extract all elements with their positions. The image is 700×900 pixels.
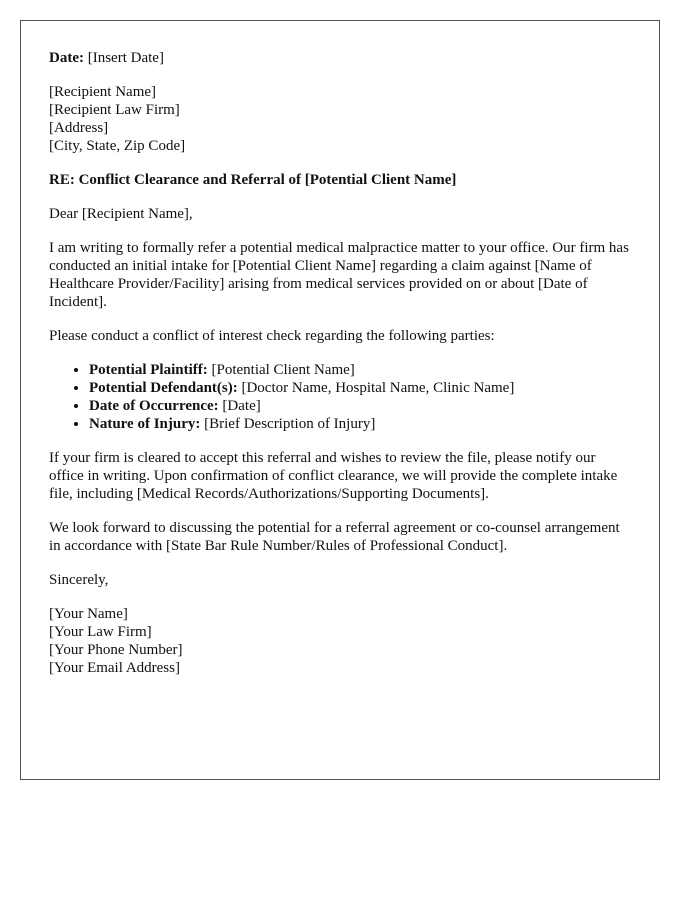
- signature-block: [49, 605, 631, 677]
- date-line: [49, 49, 631, 67]
- list-item: [89, 361, 631, 379]
- list-item: [89, 379, 631, 397]
- closing-note-paragraph: We look forward to discussing the potential for a referral agreement or co-counsel arrangement in accordance with [State Bar Rule Number/Rules of Professional Conduct].: [49, 520, 620, 554]
- recipient-city-state-zip: [City, State, Zip Code]: [49, 138, 186, 154]
- party-label: Potential Plaintiff:: [89, 362, 208, 378]
- party-label: Potential Defendant(s):: [89, 380, 238, 396]
- date-value: [Insert Date]: [83, 50, 164, 66]
- recipient-firm: [Recipient Law Firm]: [49, 102, 180, 118]
- letter-page: [20, 20, 660, 780]
- signature-email: [Your Email Address]: [49, 660, 180, 676]
- subject-line: [49, 171, 631, 189]
- conflict-request-paragraph: Please conduct a conflict of interest check regarding the following parties:: [49, 328, 495, 344]
- parties-list: [49, 361, 631, 433]
- clearance-paragraph: If your firm is cleared to accept this referral and wishes to review the file, please notify our office in writing. Upon confirmation of conflict clearance, we will provide the complete intake file, including [Medical Records/Authorizations/Supporting Documents].: [49, 450, 618, 502]
- signature-phone: [Your Phone Number]: [49, 642, 183, 658]
- closing: Sincerely,: [49, 572, 109, 588]
- party-label: Date of Occurrence:: [89, 398, 219, 414]
- recipient-block: [49, 83, 631, 155]
- subject-text: RE: Conflict Clearance and Referral of [Potential Client Name]: [49, 172, 457, 188]
- recipient-name: [Recipient Name]: [49, 84, 157, 100]
- salutation: Dear [Recipient Name],: [49, 206, 193, 222]
- intro-paragraph: I am writing to formally refer a potential medical malpractice matter to your office. Our firm has conducted an initial intake for [Potential Client Name] regarding a claim against [Name of Healthcare Provider/Facility] arising from medical services provided on or about [Date of Incident].: [49, 240, 629, 310]
- party-value: [Doctor Name, Hospital Name, Clinic Name]: [237, 380, 515, 396]
- recipient-address: [Address]: [49, 120, 109, 136]
- list-item: [89, 397, 631, 415]
- signature-firm: [Your Law Firm]: [49, 624, 152, 640]
- party-label: Nature of Injury:: [89, 416, 201, 432]
- party-value: [Date]: [218, 398, 261, 414]
- signature-name: [Your Name]: [49, 606, 128, 622]
- date-label: Date:: [49, 50, 84, 66]
- list-item: [89, 415, 631, 433]
- party-value: [Brief Description of Injury]: [200, 416, 376, 432]
- party-value: [Potential Client Name]: [207, 362, 355, 378]
